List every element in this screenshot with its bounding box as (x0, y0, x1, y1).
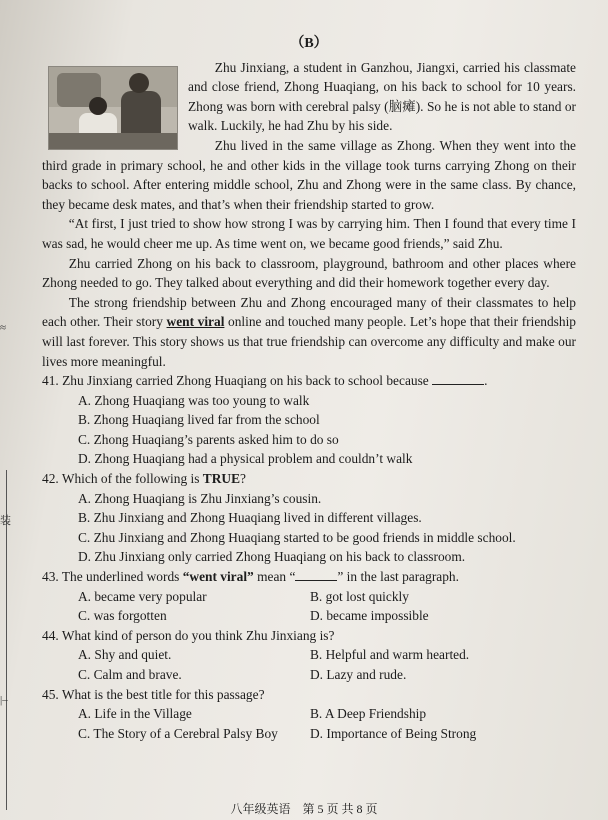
paragraph-4: Zhu carried Zhong on his back to classroom, playground, bathroom and other places where Zhong needed to go. They talked about everything and did their homework together every day. (42, 255, 576, 291)
options-row (78, 704, 576, 724)
question-stem: 43. The underlined words “went viral” mean “ ” in the last paragraph. (42, 569, 459, 585)
option-b: B. A Deep Friendship (310, 706, 427, 722)
answer-blank (432, 372, 484, 385)
question-stem: 41. Zhu Jinxiang carried Zhong Huaqiang on his back to school because . (42, 373, 488, 389)
option-c: C. was forgotten (78, 608, 167, 624)
options-row (78, 724, 576, 744)
paragraph-3: “At first, I just tried to show how strong I was by carrying him. Then I found that every time I was sad, he would cheer me up. As time went on, we became good friends,” said Zhu. (42, 216, 576, 251)
section-label: （B） (290, 36, 328, 51)
option-a: A. Zhong Huaqiang is Zhu Jinxiang’s cousin. (78, 490, 322, 506)
margin-mark: |– (0, 694, 8, 706)
option-a: A. Zhong Huaqiang was too young to walk (78, 392, 310, 408)
option-b: B. got lost quickly (310, 588, 409, 604)
options-row (78, 606, 576, 626)
option-c: C. Calm and brave. (78, 667, 182, 682)
options-row (78, 665, 576, 685)
page-footer: 八年级英语 第 5 页 共 8 页 (230, 802, 378, 816)
option-c: C. Zhong Huaqiang’s parents asked him to do so (78, 431, 339, 447)
question-43 (42, 567, 576, 626)
answer-blank (295, 568, 337, 581)
option-a: A. Shy and quiet. (78, 647, 172, 663)
option-d: D. Lazy and rude. (310, 667, 407, 682)
photo-of-two-students (48, 66, 178, 150)
option-a: A. became very popular (78, 588, 207, 604)
paragraph-5: The strong friendship between Zhu and Zhong encouraged many of their classmates to help each other. Their story went viral online and touched many people. Let’s hope that their friendship will last forever. This story shows us that true friendship can overcome any difficulty and make our lives more meaningful. (42, 294, 576, 369)
question-45 (42, 685, 576, 744)
option-d: D. became impossible (310, 608, 429, 624)
options-row (78, 645, 576, 665)
underlined-phrase: went viral (166, 314, 225, 330)
option-b: B. Zhu Jinxiang and Zhong Huaqiang lived in different villages. (78, 510, 422, 526)
question-stem: 45. What is the best title for this passage? (42, 686, 265, 702)
options-row (78, 587, 576, 607)
question-42 (42, 469, 576, 567)
option-a: A. Life in the Village (78, 706, 192, 722)
option-d: D. Importance of Being Strong (310, 725, 477, 741)
question-stem: 44. What kind of person do you think Zhu Jinxiang is? (42, 627, 335, 643)
margin-mark: ≈ (0, 322, 7, 334)
option-b: B. Zhong Huaqiang lived far from the school (78, 412, 320, 428)
option-c: C. The Story of a Cerebral Palsy Boy (78, 725, 278, 741)
option-c: C. Zhu Jinxiang and Zhong Huaqiang started to be good friends in middle school. (78, 529, 516, 545)
paragraph-1: Zhu Jinxiang, a student in Ganzhou, Jiangxi, carried his classmate and close friend, Zhong Huaqiang, on his back to school for 10 years. Zhong was born with cerebral palsy (脑瘫). So he is not able to stand or walk. Luckily, he had Zhu by his side. (188, 59, 576, 134)
question-44 (42, 626, 576, 685)
passage-content (42, 34, 576, 743)
question-stem: 42. Which of the following is TRUE? (42, 471, 246, 487)
option-b: B. Helpful and warm hearted. (310, 647, 470, 663)
paragraph-2: Zhu lived in the same village as Zhong. When they went into the third grade in primary school, he and other kids in the village took turns carrying Zhong on their backs to school. After entering middle school, Zhu and Zhong were in the same class. By chance, they became desk mates, and that’s when their friendship started to grow. (42, 137, 576, 212)
option-d: D. Zhong Huaqiang had a physical problem and couldn’t walk (78, 451, 413, 467)
question-41 (42, 371, 576, 469)
margin-mark: 装 (0, 515, 11, 527)
option-d: D. Zhu Jinxiang only carried Zhong Huaqiang on his back to classroom. (78, 549, 466, 565)
